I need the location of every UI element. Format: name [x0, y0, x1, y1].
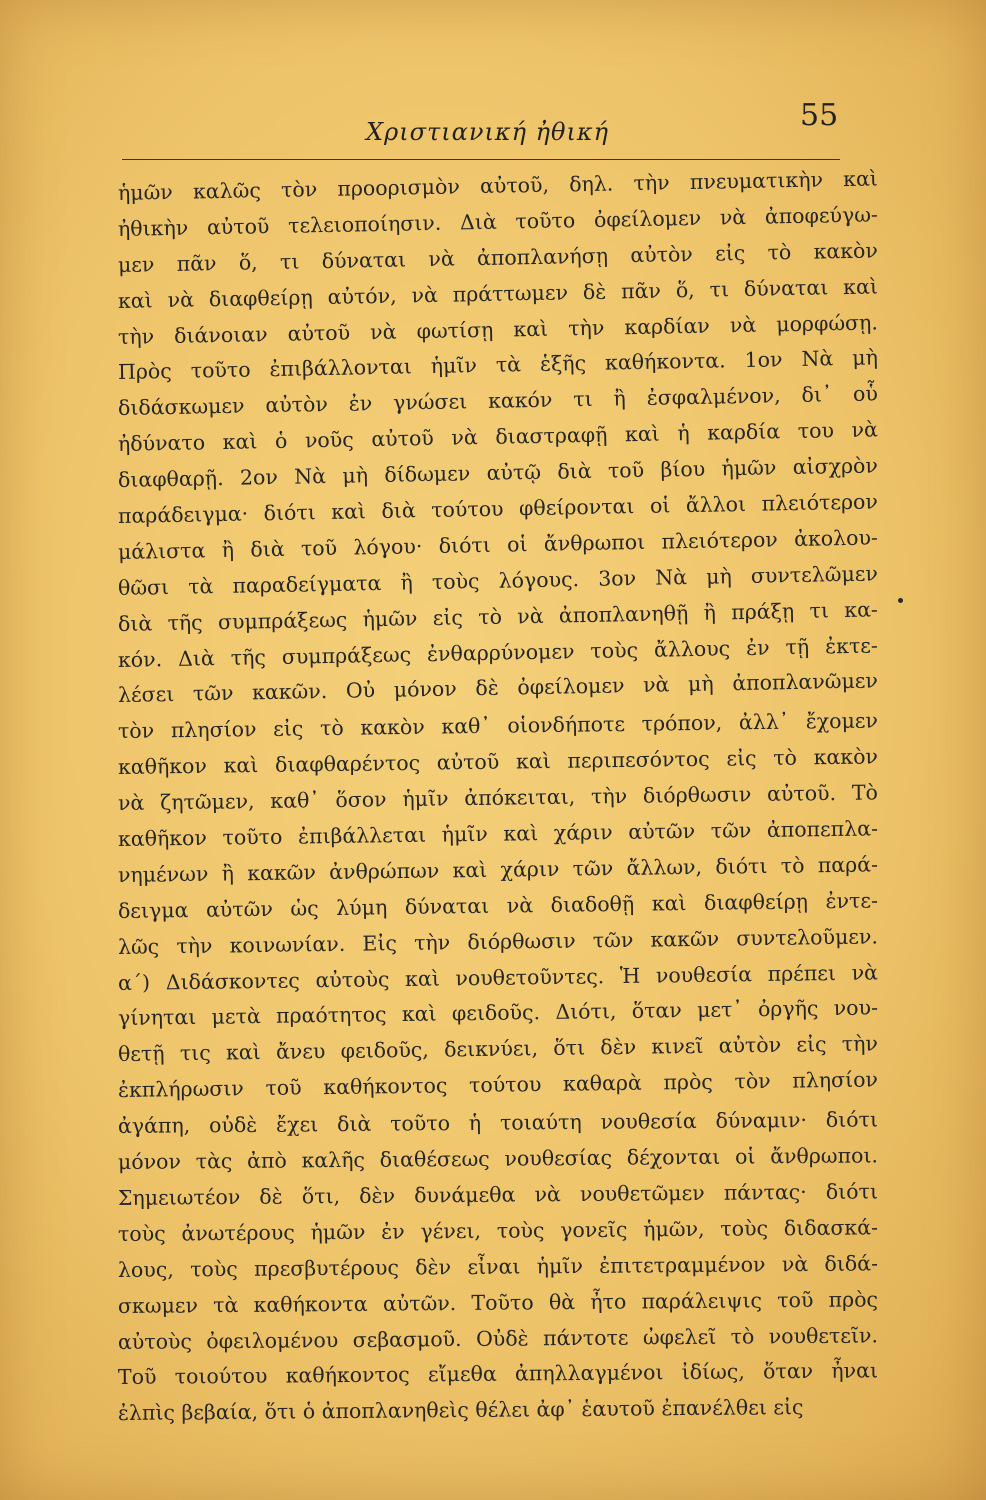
text-line: λους, τοὺς πρεσβυτέρους δὲν εἶναι ἡμῖν ἐπιτετραμμένον νὰ διδά-: [117, 1251, 879, 1282]
text-line: καθῆκον τοῦτο ἐπιβάλλεται ἡμῖν καὶ χάριν αὐτῶν τῶν ἀποπεπλα-: [117, 816, 879, 852]
text-line: νημένων ἢ κακῶν ἀνθρώπων καὶ χάριν τῶν ἄλλων, διότι τὸ παρά-: [117, 852, 879, 887]
text-line: λῶς τὴν κοινωνίαν. Εἰς τὴν διόρθωσιν τῶν κακῶν συντελοῦμεν.: [117, 924, 879, 959]
text-line: θετῇ τις καὶ ἄνευ φειδοῦς, δεικνύει, ὅτι δὲν κινεῖ αὐτὸν εἰς τὴν: [117, 1031, 879, 1067]
text-line: διὰ τῆς συμπράξεως ἡμῶν εἰς τὸ νὰ ἀποπλανηθῇ ἢ πράξῃ τι κα-: [117, 597, 879, 636]
text-line: μεν πᾶν ὅ, τι δύναται νὰ ἀποπλανήσῃ αὐτὸν εἰς τὸ κακὸν: [117, 238, 879, 277]
text-line: ἠθικὴν αὐτοῦ τελειοποίησιν. Διὰ τοῦτο ὀφείλομεν νὰ ἀποφεύγω-: [117, 202, 879, 241]
text-line: τὸν πλησίον εἰς τὸ κακὸν καθ᾽ οἱονδήποτε τρόπον, ἀλλ᾽ ἔχομεν: [117, 708, 879, 744]
text-line: καὶ νὰ διαφθείρῃ αὐτόν, νὰ πράττωμεν δὲ πᾶν ὅ, τι δύναται καὶ: [117, 274, 879, 313]
text-line: γίνηται μετὰ πραότητος καὶ φειδοῦς. Διότι, ὅταν μετ᾽ ὀργῆς νου-: [117, 995, 879, 1031]
text-line: Τοῦ τοιούτου καθήκοντος εἴμεθα ἀπηλλαγμένοι ἰδίως, ὅταν ἦναι: [117, 1358, 879, 1390]
text-line: Πρὸς τοῦτο ἐπιβάλλονται ἡμῖν τὰ ἑξῆς καθήκοντα. 1ον Νὰ μὴ: [117, 345, 879, 385]
text-line: Σημειωτέον δὲ ὅτι, δὲν δυνάμεθα νὰ νουθετῶμεν πάντας· διότι: [117, 1179, 879, 1210]
text-line: διαφθαρῇ. 2ον Νὰ μὴ δίδωμεν αὐτῷ διὰ τοῦ βίου ἡμῶν αἰσχρὸν: [117, 453, 879, 493]
text-line: τὴν διάνοιαν αὐτοῦ νὰ φωτίσῃ καὶ τὴν καρδίαν νὰ μορφώσῃ.: [117, 309, 879, 349]
text-line: νὰ ζητῶμεν, καθ᾽ ὅσον ἡμῖν ἀπόκειται, τὴν διόρθωσιν αὐτοῦ. Τὸ: [117, 780, 879, 816]
text-line: θῶσι τὰ παραδείγματα ἢ τοὺς λόγους. 3ον Νὰ μὴ συντελῶμεν: [117, 561, 879, 600]
text-line: α´) Διδάσκοντες αὐτοὺς καὶ νουθετοῦντες. Ἡ νουθεσία πρέπει νὰ: [117, 959, 879, 995]
text-line: καθῆκον καὶ διαφθαρέντος αὐτοῦ καὶ περιπεσόντος εἰς τὸ κακὸν: [117, 744, 879, 780]
text-line: τοὺς ἀνωτέρους ἡμῶν ἐν γένει, τοὺς γονεῖς ἡμῶν, τοὺς διδασκά-: [117, 1215, 879, 1246]
text-line: ἠδύνατο καὶ ὁ νοῦς αὐτοῦ νὰ διαστραφῇ καὶ ἡ καρδία του νὰ: [117, 417, 879, 457]
text-line: διδάσκωμεν αὐτὸν ἐν γνώσει κακόν τι ἢ ἐσφαλμένον, δι᾽ οὗ: [117, 381, 879, 421]
text-line: αὐτοὺς ὀφειλομένου σεβασμοῦ. Οὐδὲ πάντοτε ὠφελεῖ τὸ νουθετεῖν.: [117, 1322, 879, 1354]
text-line: ἐκπλήρωσιν τοῦ καθήκοντος τούτου καθαρὰ πρὸς τὸν πλησίον: [117, 1067, 879, 1103]
text-line: μάλιστα ἢ διὰ τοῦ λόγου· διότι οἱ ἄνθρωποι πλειότερον ἀκολου-: [117, 525, 879, 564]
page-number: 55: [800, 98, 839, 133]
text-line: ἡμῶν καλῶς τὸν προορισμὸν αὐτοῦ, δηλ. τὴν πνευματικὴν καὶ: [117, 166, 879, 205]
text-line: λέσει τῶν κακῶν. Οὐ μόνον δὲ ὀφείλομεν νὰ μὴ ἀποπλανῶμεν: [117, 668, 879, 708]
running-title: Χριστιανική ἠθική: [366, 118, 609, 146]
body-text: [117, 166, 879, 1432]
text-line: δειγμα αὐτῶν ὡς λύμη δύναται νὰ διαδοθῇ καὶ διαφθείρῃ ἐντε-: [117, 888, 879, 923]
text-line: ἐλπὶς βεβαία, ὅτι ὁ ἀποπλανηθεὶς θέλει ἀφ᾽ ἑαυτοῦ ἐπανέλθει εἰς: [117, 1395, 804, 1426]
ink-speck: [898, 598, 903, 603]
text-line: ἀγάπη, οὐδὲ ἔχει διὰ τοῦτο ἡ τοιαύτη νουθεσία δύναμιν· διότι: [117, 1107, 879, 1139]
text-line: παράδειγμα· διότι καὶ διὰ τούτου φθείρονται οἱ ἄλλοι πλειότερον: [117, 489, 879, 529]
text-line: μόνον τὰς ἀπὸ καλῆς διαθέσεως νουθεσίας δέχονται οἱ ἄνθρωποι.: [117, 1143, 879, 1175]
text-line: κόν. Διὰ τῆς συμπράξεως ἐνθαρρύνομεν τοὺς ἄλλους ἐν τῇ ἐκτε-: [117, 632, 879, 672]
text-line: σκωμεν τὰ καθήκοντα αὐτῶν. Τοῦτο θὰ ἦτο παράλειψις τοῦ πρὸς: [117, 1286, 879, 1318]
header-rule: [122, 159, 840, 160]
